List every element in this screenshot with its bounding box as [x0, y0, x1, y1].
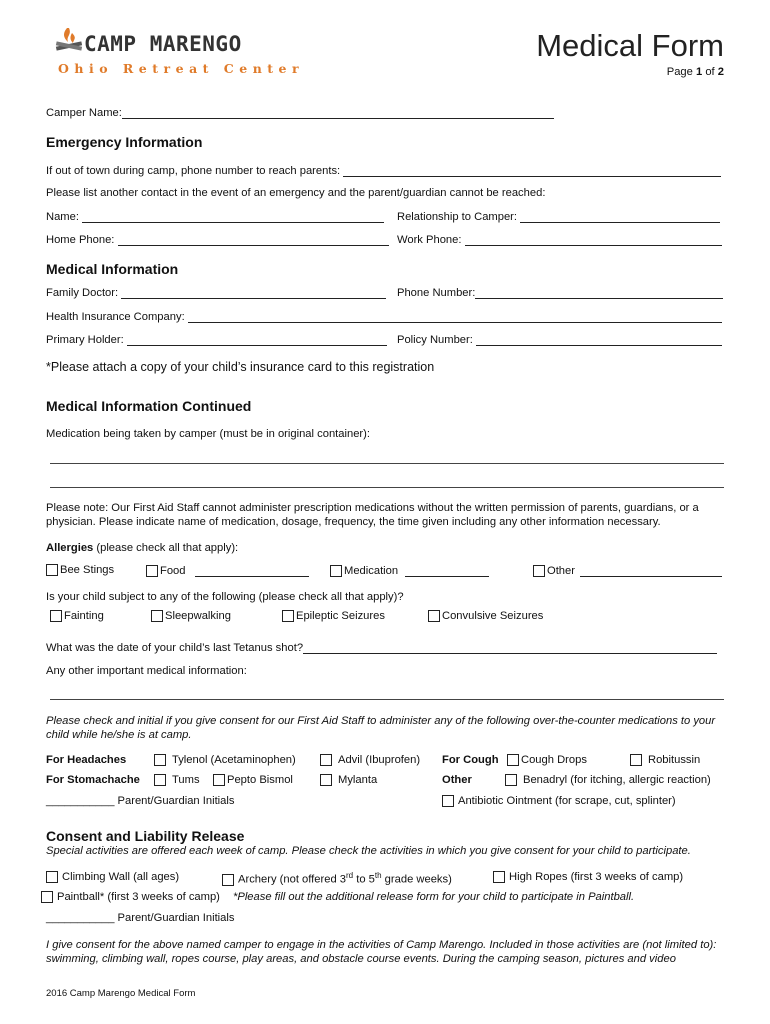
medication-label: Medication being taken by camper (must be in original container): [46, 428, 370, 440]
sleepwalking-checkbox[interactable] [151, 610, 163, 622]
high-ropes-option[interactable]: High Ropes (first 3 weeks of camp) [493, 871, 683, 883]
medication-line-2[interactable] [50, 487, 724, 488]
campfire-logo-icon [54, 26, 86, 56]
advil-checkbox[interactable] [320, 754, 332, 766]
allergy-bee-stings[interactable]: Bee Stings [46, 564, 114, 576]
doctor-phone-field[interactable]: Phone Number: [397, 286, 723, 299]
page-title: Medical Form [536, 28, 724, 63]
paintball-checkbox[interactable] [41, 891, 53, 903]
pepto-checkbox[interactable] [213, 774, 225, 786]
other-otc-label: Other [442, 774, 472, 786]
allergy-food[interactable]: Food [146, 564, 309, 577]
archery-option[interactable]: Archery (not offered 3rd to 5th grade weeks) [222, 871, 452, 886]
consent-statement: I give consent for the above named camper to engage in the activities of Camp Marengo. Included in those activities are (not limited to): swimming, climbing wall, ropes course, play areas, and obstacle course events. During the camping season, pictures and video [46, 939, 717, 965]
allergy-other[interactable]: Other [533, 564, 722, 577]
medication-line-1[interactable] [50, 463, 724, 464]
other-info-line[interactable] [50, 699, 724, 700]
antibiotic-checkbox[interactable] [442, 795, 454, 807]
food-checkbox[interactable] [146, 565, 158, 577]
benadryl-option[interactable]: Benadryl (for itching, allergic reaction) [505, 774, 711, 786]
medical-continued-heading: Medical Information Continued [46, 398, 252, 414]
family-doctor-field[interactable]: Family Doctor: [46, 286, 386, 299]
contact-name-field[interactable]: Name: [46, 210, 384, 223]
logo-subtitle: Ohio Retreat Center [58, 61, 305, 76]
condition-fainting[interactable]: Fainting [50, 610, 104, 622]
climbing-wall-checkbox[interactable] [46, 871, 58, 883]
tylenol-checkbox[interactable] [154, 754, 166, 766]
allergy-medication[interactable]: Medication [330, 564, 489, 577]
stomachache-label: For Stomachache [46, 774, 140, 786]
logo [54, 26, 305, 76]
tums-checkbox[interactable] [154, 774, 166, 786]
emergency-heading: Emergency Information [46, 134, 203, 150]
fainting-checkbox[interactable] [50, 610, 62, 622]
policy-number-field[interactable]: Policy Number: [397, 333, 722, 346]
paintball-option[interactable]: Paintball* (first 3 weeks of camp) [41, 891, 220, 903]
medication-checkbox[interactable] [330, 565, 342, 577]
condition-convulsive[interactable]: Convulsive Seizures [428, 610, 543, 622]
antibiotic-option[interactable]: Antibiotic Ointment (for scrape, cut, splinter) [442, 795, 676, 807]
prescription-note: Please note: Our First Aid Staff cannot administer prescription medications without the written permission of parents, guardians, or a physician. Please indicate name of medication, dosage, frequency, the time given including any other information necessary. [46, 502, 699, 528]
epileptic-checkbox[interactable] [282, 610, 294, 622]
medical-heading: Medical Information [46, 261, 179, 277]
cough-drops-option[interactable]: Cough Drops [507, 754, 587, 766]
convulsive-checkbox[interactable] [428, 610, 440, 622]
otc-initials[interactable]: ___________ Parent/Guardian Initials [46, 795, 235, 807]
relationship-field[interactable]: Relationship to Camper: [397, 210, 720, 223]
benadryl-checkbox[interactable] [505, 774, 517, 786]
cough-drops-checkbox[interactable] [507, 754, 519, 766]
footer: 2016 Camp Marengo Medical Form [46, 988, 196, 999]
tetanus-field[interactable]: What was the date of your child’s last Tetanus shot? [46, 641, 717, 654]
allergies-label: Allergies (please check all that apply): [46, 542, 239, 554]
camper-name-field[interactable]: Camper Name: [46, 106, 554, 119]
advil-option[interactable]: Advil (Ibuprofen) [320, 754, 420, 766]
climbing-wall-option[interactable]: Climbing Wall (all ages) [46, 871, 179, 883]
tylenol-option[interactable]: Tylenol (Acetaminophen) [154, 754, 296, 766]
bee-stings-checkbox[interactable] [46, 564, 58, 576]
cough-label: For Cough [442, 754, 499, 766]
insurance-card-note: *Please attach a copy of your child’s insurance card to this registration [46, 360, 435, 374]
logo-brand: CAMP MARENGO [84, 32, 242, 56]
headaches-label: For Headaches [46, 754, 127, 766]
page-indicator: Page 1 of 2 [666, 66, 724, 78]
paintball-note: *Please fill out the additional release form for your child to participate in Paintball. [233, 891, 635, 903]
archery-checkbox[interactable] [222, 874, 234, 886]
primary-holder-field[interactable]: Primary Holder: [46, 333, 387, 346]
tums-option[interactable]: Tums [154, 774, 200, 786]
consent-subtitle: Special activities are offered each week of camp. Please check the activities in which you give consent for your child to participate. [46, 845, 691, 857]
otc-intro: Please check and initial if you give consent for our First Aid Staff to administer any of the following over-the-counter medications to your child while he/she is at camp. [46, 715, 716, 741]
condition-epileptic[interactable]: Epileptic Seizures [282, 610, 385, 622]
consent-heading: Consent and Liability Release [46, 828, 245, 844]
other-allergy-checkbox[interactable] [533, 565, 545, 577]
insurance-company-field[interactable]: Health Insurance Company: [46, 310, 722, 323]
parent-phone-field[interactable]: If out of town during camp, phone number to reach parents: [46, 164, 721, 177]
robitussin-checkbox[interactable] [630, 754, 642, 766]
robitussin-option[interactable]: Robitussin [630, 754, 700, 766]
work-phone-field[interactable]: Work Phone: [397, 233, 722, 246]
other-contact-label: Please list another contact in the event of an emergency and the parent/guardian cannot be reached: [46, 187, 546, 199]
condition-sleepwalking[interactable]: Sleepwalking [151, 610, 231, 622]
conditions-label: Is your child subject to any of the following (please check all that apply)? [46, 591, 404, 603]
mylanta-checkbox[interactable] [320, 774, 332, 786]
other-info-label: Any other important medical information: [46, 665, 247, 677]
mylanta-option[interactable]: Mylanta [320, 774, 377, 786]
high-ropes-checkbox[interactable] [493, 871, 505, 883]
consent-initials[interactable]: ___________ Parent/Guardian Initials [46, 912, 235, 924]
pepto-option[interactable]: Pepto Bismol [213, 774, 293, 786]
home-phone-field[interactable]: Home Phone: [46, 233, 389, 246]
